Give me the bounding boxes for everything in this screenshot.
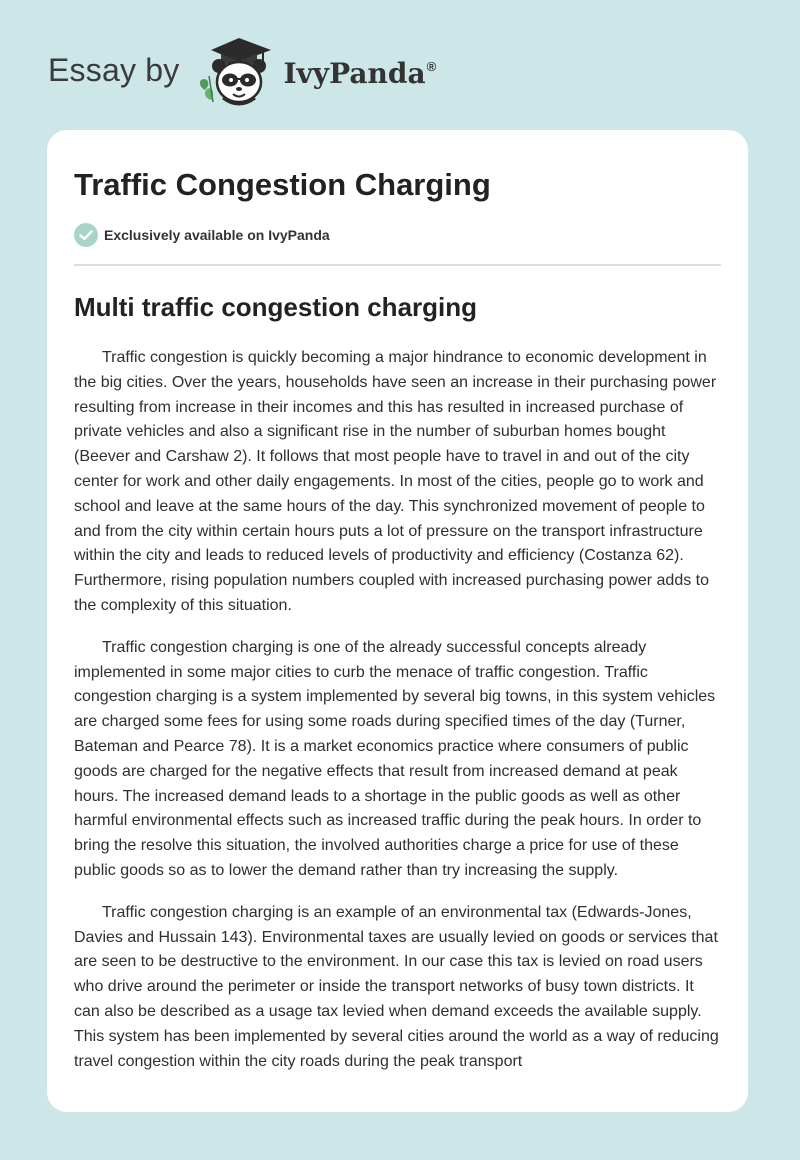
divider (74, 264, 721, 266)
exclusive-badge-text: Exclusively available on IvyPanda (104, 227, 330, 243)
paragraph-1: Traffic congestion is quickly becoming a major hindrance to economic development in the big cities. Over the years, households have seen an increase in their purchasing power resulting from increase in their incomes and this has resulted in increased purchase of private vehicles and also a significant rise in the number of suburban homes bought (Beever and Carshaw 2). It follows that most people have to travel in and out of the city center for work and other daily engagements. In most of the cities, people go to work and school and leave at the same hours of the day. This synchronized movement of people to and from the city within certain hours puts a lot of pressure on the transport infrastructure within the city and leads to reduced levels of productivity and efficiency (Costanza 62). Furthermore, rising population numbers coupled with increased purchasing power adds to the complexity of this situation. (74, 349, 717, 614)
exclusive-badge (74, 223, 721, 247)
panda-mascot-icon (193, 36, 279, 108)
essay-title: Traffic Congestion Charging (74, 167, 491, 202)
logo-essay-by: Essay by (48, 51, 180, 88)
essay-card (47, 130, 748, 1112)
paragraph-2: Traffic congestion charging is one of the already successful concepts already implemented in some major cities to curb the menace of traffic congestion. Traffic congestion charging is a system implemented by several big towns, in this system vehicles are charged some fees for using some roads during specified times of the day (Turner, Bateman and Pearce 78). It is a market economics practice where consumers of public goods are charged for the negative effects that result from increased demand at peak hours. The increased demand leads to a shortage in the public goods as well as other harmful environmental effects such as increased traffic during the peak hours. In order to bring the resolve this situation, the involved authorities charge a price for use of these public goods so as to lower the demand rather than try increasing the supply. (74, 638, 716, 879)
logo-brand-name: IvyPanda® (283, 56, 437, 90)
section-heading: Multi traffic congestion charging (74, 292, 478, 322)
check-circle-icon (74, 223, 98, 247)
paragraph-3: Traffic congestion charging is an example of an environmental tax (Edwards-Jones, Davies and Hussain 143). Environmental taxes are usually levied on goods or services that are seen to be destructive to the environment. In our case this tax is levied on road users who drive around the perimeter or inside the transport networks of busy town districts. It can also be described as a usage tax levied when demand exceeds the available supply. This system has been implemented by several cities around the world as a way of reducing travel congestion within the city roads during the peak transport (74, 903, 719, 1070)
essay-body (74, 346, 721, 1074)
ivypanda-logo[interactable] (48, 36, 436, 108)
registered-mark: ® (426, 58, 437, 74)
